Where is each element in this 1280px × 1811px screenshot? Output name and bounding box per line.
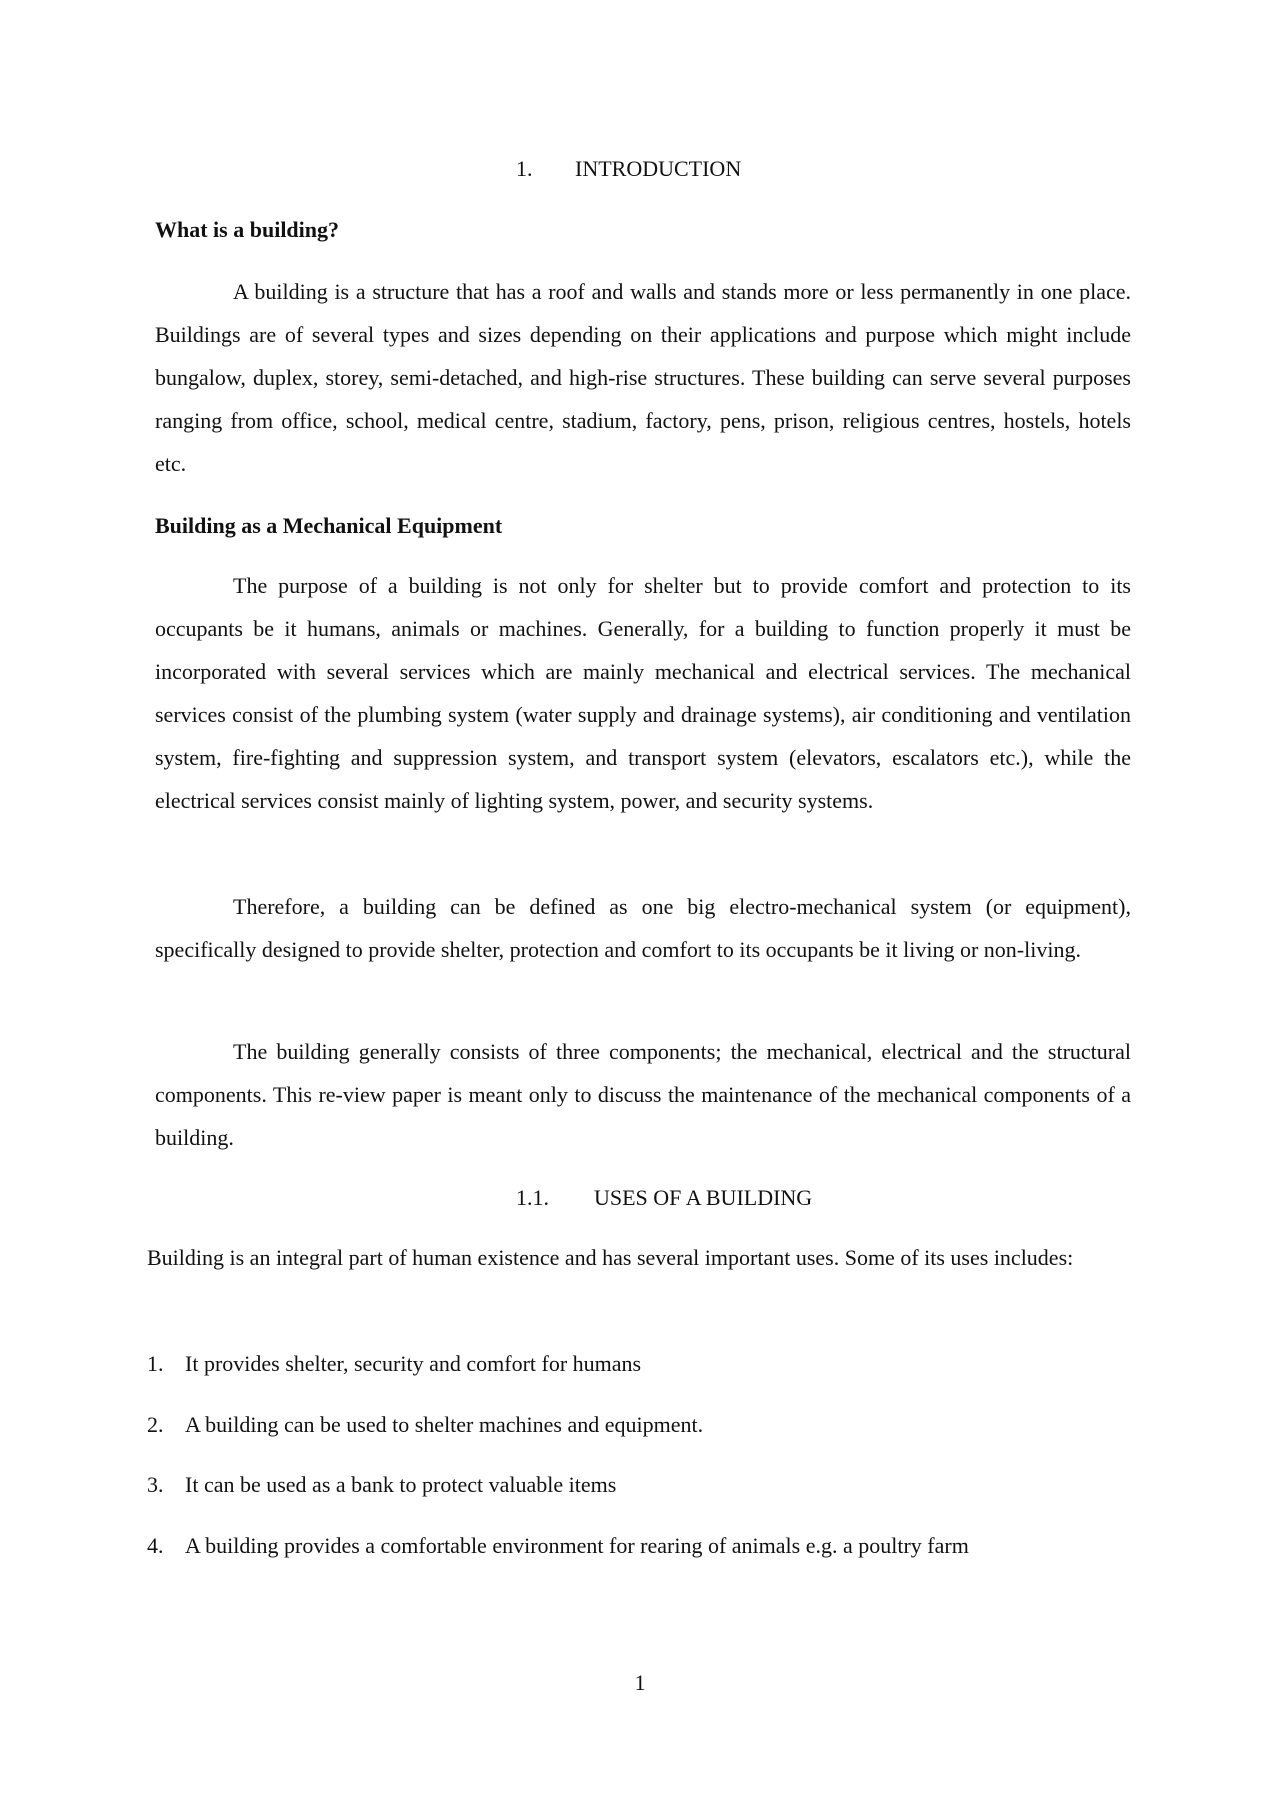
list-text: A building provides a comfortable environment for rearing of animals e.g. a poultry farm (185, 1533, 969, 1558)
list-number: 2. (147, 1412, 164, 1437)
paragraph-components: The building generally consists of three components; the mechanical, electrical and the structural components. This re-view paper is meant only to discuss the maintenance of the mechanical components of a building. (155, 1039, 1131, 1150)
list-number: 4. (147, 1533, 164, 1558)
list-number: 1. (147, 1351, 164, 1376)
subsection-title: USES OF A BUILDING (594, 1185, 813, 1210)
page-number: 1 (634, 1670, 646, 1695)
heading-mechanical-equipment: Building as a Mechanical Equipment (155, 513, 503, 538)
subsection-heading (516, 1176, 813, 1219)
subsection-number: 1.1. (516, 1185, 549, 1210)
paragraph-purpose: The purpose of a building is not only for shelter but to provide comfort and protection to its occupants be it humans, animals or machines. Generally, for a building to function properly it must be incorporated with several services which are mainly mechanical and electrical services. The mechanical services consist of the plumbing system (water supply and drainage systems), air conditioning and ventilation system, fire-fighting and suppression system, and transport system (elevators, escalators etc.), while the electrical services consist mainly of lighting system, power, and security systems. (155, 573, 1131, 813)
section-title: INTRODUCTION (575, 156, 742, 181)
paragraph-therefore: Therefore, a building can be defined as one big electro-mechanical system (or equipment), specifically designed to provide shelter, protection and comfort to its occupants be it living or non-living. (155, 894, 1131, 962)
list-text: It provides shelter, security and comfort for humans (185, 1351, 642, 1376)
section-number: 1. (516, 156, 533, 181)
section-heading (516, 147, 742, 190)
paragraph-definition: A building is a structure that has a roof and walls and stands more or less permanently in one place. Buildings are of several types and sizes depending on their applications and purpose which might include bungalow, duplex, storey, semi-detached, and high-rise structures. These building can serve several purposes ranging from office, school, medical centre, stadium, factory, pens, prison, religious centres, hostels, hotels etc. (155, 279, 1131, 476)
list-text: It can be used as a bank to protect valuable items (185, 1472, 617, 1497)
list-text: A building can be used to shelter machines and equipment. (185, 1412, 704, 1437)
heading-what-is-building: What is a building? (155, 217, 340, 242)
paragraph-uses-intro: Building is an integral part of human existence and has several important uses. Some of its uses includes: (147, 1245, 1074, 1270)
list-number: 3. (147, 1472, 164, 1497)
